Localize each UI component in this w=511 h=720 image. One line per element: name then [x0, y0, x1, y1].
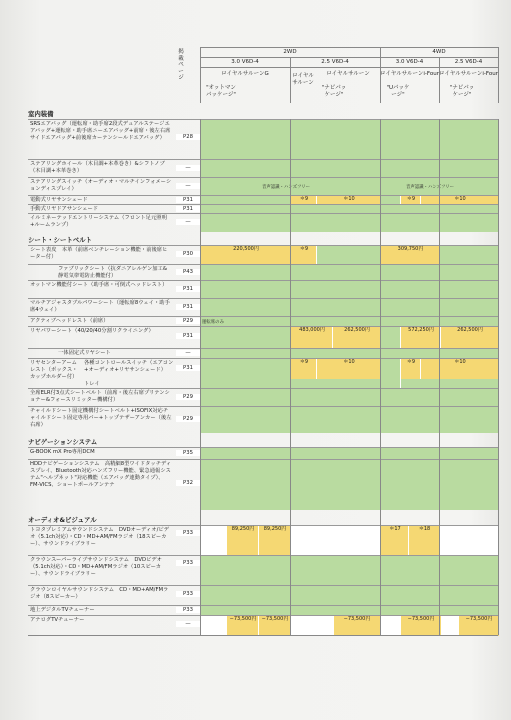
grade-1: ロイヤルサルーンG — [221, 71, 269, 77]
section-seats: シート・シートベルト — [28, 236, 92, 244]
table-row — [28, 159, 498, 178]
cell-option: 309,750円 — [380, 246, 440, 265]
row-ref: — — [176, 183, 200, 189]
row-label: シート表皮 本革（前席ベンチレーション機能・前後席ヒーター付） — [30, 247, 168, 260]
equipment-table — [28, 45, 498, 627]
cell-option: ＊9 — [290, 196, 317, 205]
row-label: オットマン機能付シート（助手席・可倒式ヘッドレスト） — [30, 282, 168, 288]
row-sublabel: 各種コントロールスイッチ（エアコン+オーディオ+リヤサンシェード） — [84, 360, 174, 373]
row-ref: P31 — [176, 286, 200, 292]
table-row — [28, 525, 498, 556]
row-ref: P31 — [176, 365, 200, 371]
section-navigation: ナビゲーションシステム — [28, 438, 98, 446]
pkg-1: "オットマンパッケージ" — [206, 85, 236, 98]
cell-option: 220,500円 — [200, 246, 291, 265]
row-ref: P29 — [176, 416, 200, 422]
cell-option: −73,500円 — [226, 616, 259, 636]
ref-page-header: 掲載ページ — [178, 49, 184, 81]
cell-standard — [200, 265, 499, 281]
cell-standard — [200, 556, 499, 586]
table-row — [28, 264, 498, 281]
grade-3: ロイヤルサルーン — [326, 71, 370, 77]
row-ref: P31 — [176, 206, 200, 212]
row-ref: — — [176, 165, 200, 171]
cell-none — [439, 526, 499, 556]
row-label: ファブリックシート（抗ダニアレルゲン加工&静電気帯電防止機能付） — [58, 266, 167, 279]
cell-standard — [200, 359, 291, 389]
table-row — [28, 298, 498, 317]
row-ref: P31 — [176, 333, 200, 339]
cell-option: ＊10 — [420, 196, 499, 205]
table-row — [28, 585, 498, 606]
row-label: 手動式リヤドアサンシェード — [30, 206, 99, 212]
table-row — [28, 213, 498, 232]
pkg-5: "ナビパッケージ" — [449, 85, 475, 98]
row-label: 電動式リヤサンシェード — [30, 197, 88, 203]
cell-option: 483,000円 — [290, 327, 333, 349]
pkg-4: "Uパッケージ" — [386, 85, 410, 98]
row-label: リヤセンターアームレスト（ボックス・カップホルダー付） — [30, 360, 78, 380]
cell-standard — [439, 246, 499, 265]
row-ref: P31 — [176, 304, 200, 310]
cell-option: ＊17 — [380, 526, 409, 556]
table-row — [28, 555, 498, 586]
cell-option: ＊18 — [408, 526, 440, 556]
note: 音声認識・ハンズフリー — [262, 185, 310, 190]
row-label: クラウンロイヤルサウンドシステム CD・MD+AM/FMラジオ（8スピーカー） — [30, 587, 169, 600]
note: 音声認識・ハンズフリー — [406, 185, 454, 190]
row-label: G-BOOK mX Pro専用DCM — [30, 449, 95, 455]
cell-option: 262,500円 — [440, 327, 499, 349]
cell-standard — [380, 327, 401, 349]
row-label: 全席ELR付3点式シートベルト（前席・後左右席プリテンショナー&フォースリミッター機構付） — [30, 390, 170, 403]
table-row — [28, 245, 498, 265]
cell-option: ＊9 — [400, 196, 421, 205]
row-ref: P30 — [176, 251, 200, 257]
row-ref: P32 — [176, 480, 200, 486]
row-label: アナログTVチューナー — [30, 617, 85, 623]
cell-standard — [200, 460, 499, 510]
row-ref: P29 — [176, 318, 200, 324]
row-ref: P33 — [176, 591, 200, 597]
table-row — [28, 388, 498, 407]
cell-none — [200, 526, 227, 556]
cell-standard — [200, 178, 499, 196]
table-row — [28, 326, 498, 349]
cell-standard — [200, 407, 499, 433]
cell-option: ＊10 — [316, 359, 381, 379]
table-row — [28, 119, 498, 160]
row-label: ステアリングスイッチ（オーディオ・マルチインフォメーションディスプレイ） — [30, 179, 172, 192]
grade-5: ロイヤルサルーンi-Four — [439, 71, 498, 77]
cell-option: −73,500円 — [258, 616, 291, 636]
row-label: SRSエアバッグ（運転席・助手席2段式デュアルステージエアバッグ+運転席・助手席ニーエアバッグ+前席・後左右席サイドエアバッグ+前後席カーテンシールドエアバッグ） — [30, 121, 171, 141]
engine-30-4wd: 3.0 V6D-4 — [395, 59, 424, 65]
cell-option: 89,250円 — [258, 526, 291, 556]
row-label: マルチアジャスタブルパワーシート（運転席8ウェイ・助手席4ウェイ） — [30, 300, 170, 313]
table-row — [28, 358, 498, 389]
row-label: ステアリングホイール（木目調+本革巻き）&シフトノブ（木目調+本革巻き） — [30, 161, 165, 174]
row-ref: P31 — [176, 197, 200, 203]
row-label: 地上デジタルTVチューナー — [30, 607, 95, 613]
cell-standard — [380, 359, 401, 389]
cell-standard — [316, 246, 381, 265]
row-ref: P43 — [176, 269, 200, 275]
engine-25-4wd: 2.5 V6D-4 — [454, 59, 483, 65]
engine-30-2wd: 3.0 V6D-4 — [231, 59, 259, 65]
row-ref: P35 — [176, 450, 200, 456]
grade-2: ロイヤルサルーン — [292, 73, 314, 86]
drive-2wd: 2WD — [283, 49, 297, 55]
cell-standard — [200, 160, 499, 178]
cell-option: −73,500円 — [400, 616, 441, 636]
cell-option: ＊9 — [290, 246, 317, 265]
cell-none — [290, 526, 381, 556]
cell-standard — [200, 214, 499, 232]
row-ref: — — [176, 350, 200, 356]
row-sublabel: トレイ — [84, 381, 100, 387]
row-ref: P33 — [176, 530, 200, 536]
table-row — [28, 406, 498, 433]
row-label: クラウンスーパーライブサウンドシステム DVDビデオ（5.1ch対応）・CD・MD+AM/FMラジオ（10スピーカー）、サウンドライブラリー — [30, 557, 162, 577]
row-label: トヨタプレミアムサウンドシステム DVDオーディオ/ビデオ（5.1ch対応）・CD・MD+AM/FMラジオ（18スピーカー）、サウンドライブラリー — [30, 527, 169, 547]
row-label: チャイルドシート固定機構付シートベルト+ISOFIX対応チャイルドシート固定専用バー+トップテザーアンカー（後左右席） — [30, 408, 172, 428]
cell-standard — [200, 299, 499, 317]
cell-option: 89,250円 — [226, 526, 259, 556]
table-header — [28, 45, 498, 105]
cell-option: ＊10 — [316, 196, 381, 205]
row-ref: P28 — [176, 134, 200, 140]
cell-option: −73,500円 — [458, 616, 499, 636]
row-label: アクティブヘッドレスト（前席） — [30, 318, 109, 324]
drive-4wd: 4WD — [432, 49, 446, 55]
row-label: リヤパワーシート（40/20/40分割リクライニング） — [30, 328, 154, 334]
cell-option: ＊9 — [290, 359, 317, 379]
note: 運転席のみ — [202, 320, 224, 325]
cell-option: ＊10 — [420, 359, 499, 379]
row-ref: — — [176, 219, 200, 225]
table-row — [28, 459, 498, 510]
cell-standard — [200, 120, 499, 160]
table-row — [28, 177, 498, 196]
cell-option: 572,250円 — [400, 327, 441, 349]
row-ref: P29 — [176, 394, 200, 400]
cell-standard — [200, 281, 499, 299]
section-audio: オーディオ&ビジュアル — [28, 516, 97, 524]
section-interior: 室内装備 — [28, 110, 54, 118]
cell-option: 262,500円 — [332, 327, 381, 349]
cell-standard — [200, 586, 499, 606]
cell-standard — [200, 327, 291, 349]
row-label: 一体固定式リヤシート — [58, 350, 111, 356]
row-ref: P33 — [176, 607, 200, 613]
row-ref: P33 — [176, 560, 200, 566]
table-row — [28, 280, 498, 299]
table-row — [28, 615, 498, 636]
cell-standard — [200, 389, 499, 407]
pkg-3: "ナビパッケージ" — [321, 85, 347, 98]
cell-option: −73,500円 — [333, 616, 380, 636]
row-ref: — — [176, 621, 200, 627]
grade-4: ロイヤルサルーンi-Four — [380, 71, 439, 77]
row-label: イルミネーテッドエントリーシステム（フロント足元照明+ルームランプ） — [30, 215, 167, 228]
engine-25-2wd: 2.5 V6D-4 — [321, 59, 349, 65]
row-label: HDDナビゲーションシステム 高精細8型ワイドタッチディスプレイ、Bluetooth対応ハンズフリー機能、緊急通報システム"ヘルプネット"対応機能（エアバッグ連動タイプ）、FM-VICS、ショートポールアンテナ — [30, 461, 172, 488]
cell-option: ＊9 — [400, 359, 421, 379]
